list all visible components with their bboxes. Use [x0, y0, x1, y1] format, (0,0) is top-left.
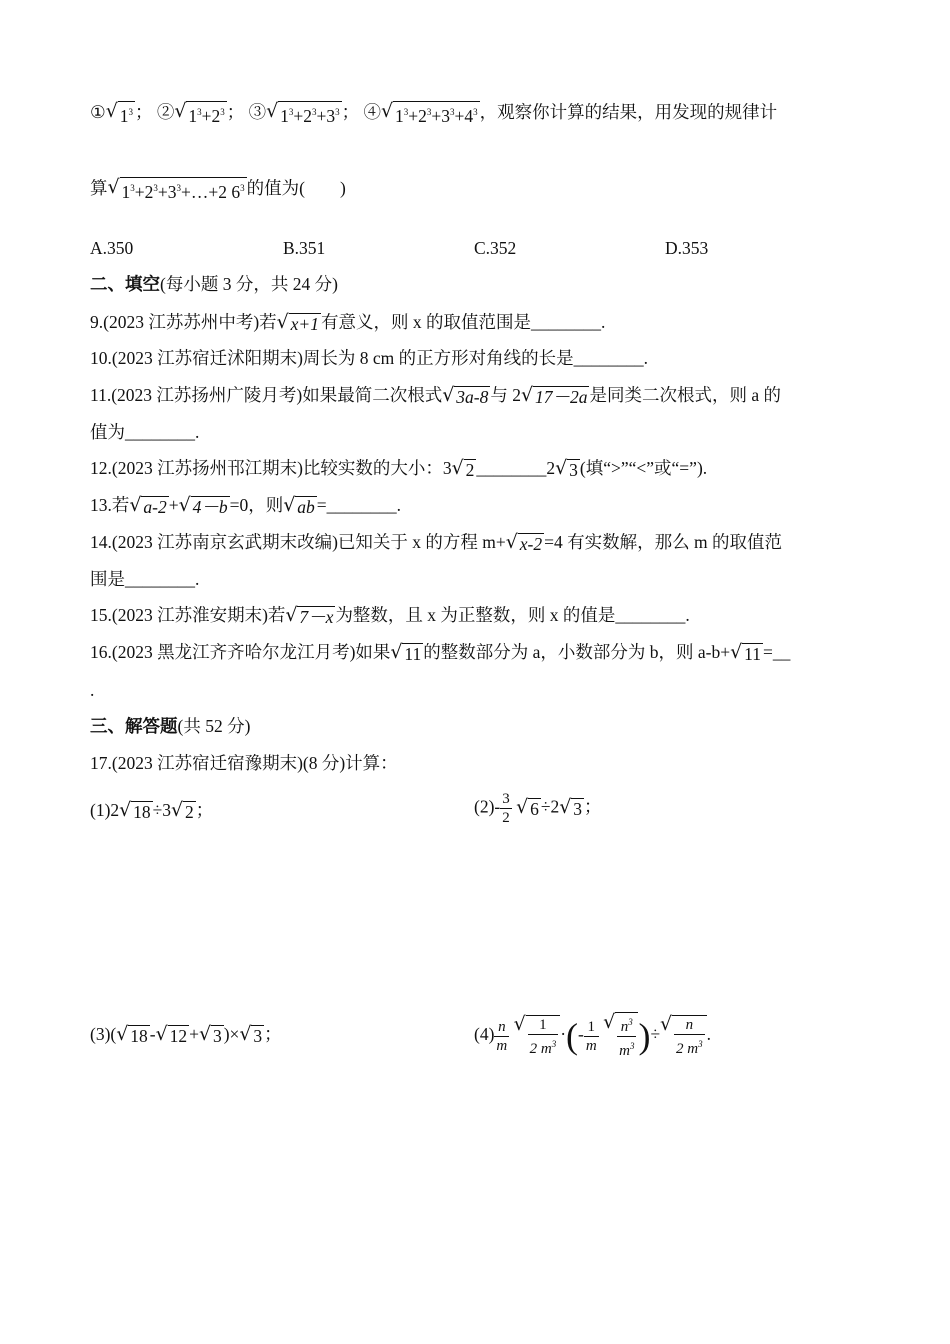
q17-part3: (3)( √ 18 - √ 12 + √ 3 )× √ 3 ； — [90, 1022, 282, 1046]
q14-line2: 围是________. — [90, 569, 200, 589]
section-2-title: 二、填空 — [90, 274, 160, 294]
section-2-score: (每小题 3 分，共 24 分) — [160, 274, 338, 294]
q9: 9.(2023 江苏苏州中考)若 √ x+1 有意义，则 x 的取值范围是________. — [90, 310, 606, 334]
q16-line2: . — [90, 680, 95, 700]
q11-line2: 值为________. — [90, 422, 200, 442]
q11-line1: 11.(2023 江苏扬州广陵月考)如果最简二次根式 √ 3a-8 与 2 √ 17－2a 是同类二次根式，则 a 的 — [90, 383, 781, 407]
q13: 13.若 √ a-2 + √ 4－b =0，则 √ ab =________. — [90, 493, 401, 517]
q16-line1: 16.(2023 黑龙江齐齐哈尔龙江月考)如果 √ 11 的整数部分为 a，小数部分为 b，则 a-b+ √ 11 =__ — [90, 640, 791, 664]
q17-part4: (4) $\frac{n}{m}$ √ $\frac{1}{2 m^3}$ ·(- $\frac{1}{m}$ √ $\frac{n^3}{m^3}$ )÷ √ $\frac{n}{2 m^3}$ . — [474, 1011, 712, 1059]
option-a: A.350 — [90, 238, 134, 258]
q10: 10.(2023 江苏宿迁沭阳期末)周长为 8 cm 的正方形对角线的长是________. — [90, 348, 649, 368]
section-3-title: 三、解答题 — [90, 716, 178, 736]
q17-stem: 17.(2023 江苏宿迁宿豫期末)(8 分)计算： — [90, 753, 398, 773]
q17-part2: (2)- $\frac{3}{2}$ √ 6 ÷2 √ 3 ； — [474, 791, 602, 826]
q17-part1: (1)2 √ 18 ÷3 √ 2 ； — [90, 798, 214, 822]
q8-line2: 算 √ $1^3+2^3+3^3+\dots+2$ $6^3$ 的值为( ) — [90, 175, 346, 202]
option-d: D.353 — [665, 238, 709, 258]
q8-line1: ① √ $1^3$ ； ② √ $1^3+2^3$ ； ③ √ $1^3+2^3+3^3$ ； ④ √ $1^3+2^3+3^3+4^3$ ，观察你计算的结果，用发现的规律计 — [90, 99, 778, 126]
section-2-heading — [90, 272, 338, 296]
option-c: C.352 — [474, 238, 517, 258]
section-3-heading — [90, 714, 250, 738]
q15: 15.(2023 江苏淮安期末)若 √ 7－x 为整数，且 x 为正整数，则 x 的值是________. — [90, 603, 690, 627]
option-b: B.351 — [283, 238, 326, 258]
q14-line1: 14.(2023 江苏南京玄武期末改编)已知关于 x 的方程 m+ √ x-2 =4 有实数解，那么 m 的取值范 — [90, 530, 782, 554]
q12: 12.(2023 江苏扬州邗江期末)比较实数的大小：3 √ 2 ________2 √ 3 (填“>”“<”或“=”). — [90, 456, 708, 480]
section-3-score: (共 52 分) — [177, 716, 251, 736]
